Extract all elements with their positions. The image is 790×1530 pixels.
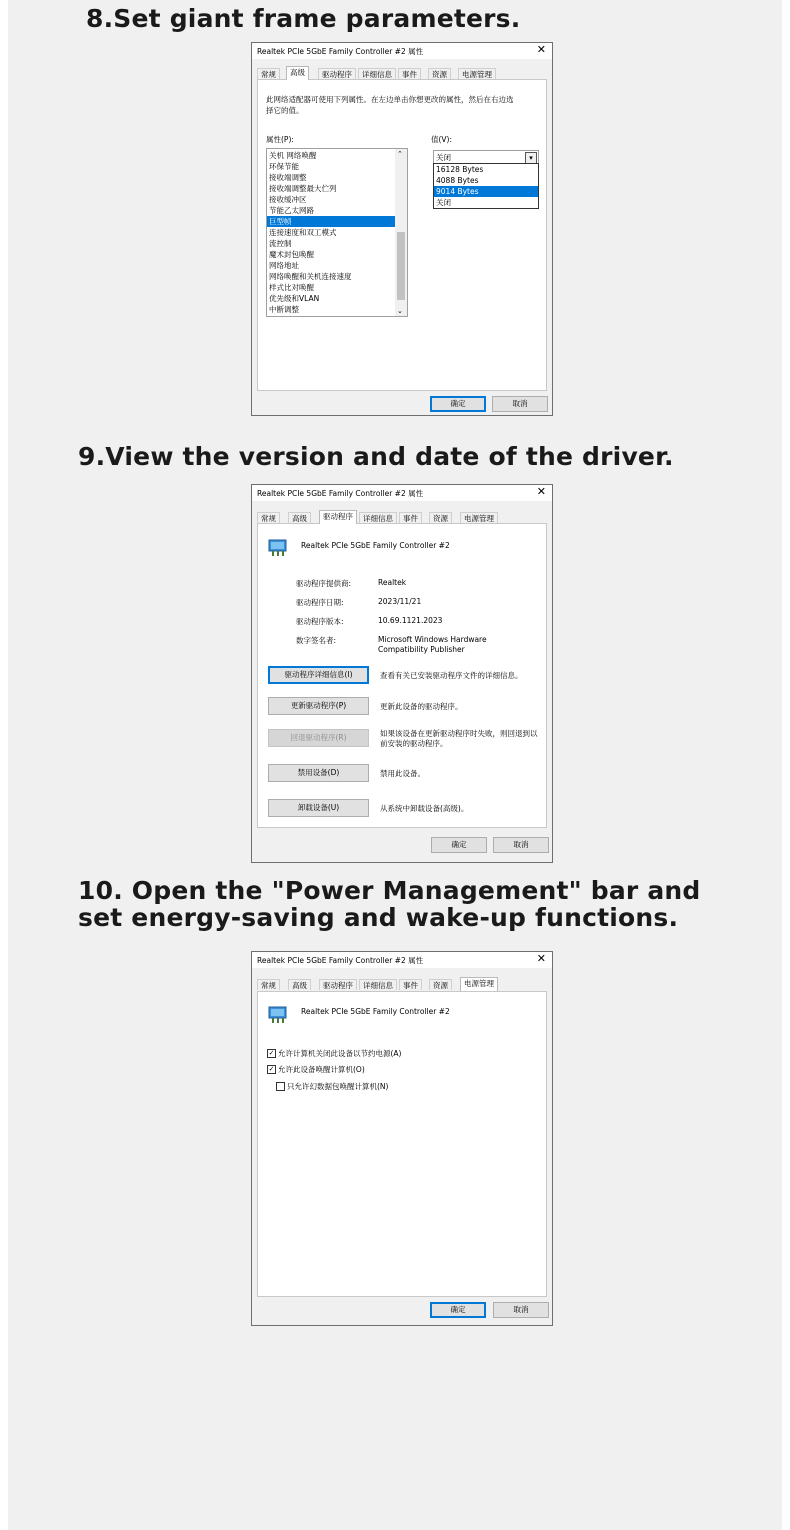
tab-general[interactable]: 常规 bbox=[257, 979, 280, 990]
date-value: 2023/11/21 bbox=[378, 597, 422, 606]
update-driver-button[interactable]: 更新驱动程序(P) bbox=[268, 697, 369, 715]
magic-packet-only-label: 只允许幻数据包唤醒计算机(N) bbox=[287, 1082, 389, 1091]
value-option[interactable]: 关闭 bbox=[436, 198, 451, 207]
step-10-heading: 10. Open the "Power Management" bar and set energy-saving and wake-up functions. bbox=[78, 876, 701, 932]
ok-button[interactable]: 确定 bbox=[430, 396, 486, 412]
property-item-selected[interactable]: 巨型帧 bbox=[267, 216, 395, 227]
dialog-title: Realtek PCIe 5GbE Family Controller #2 属性 bbox=[257, 489, 424, 498]
property-item[interactable]: 接收缓冲区 bbox=[269, 195, 307, 204]
checkmark-icon: ✓ bbox=[268, 1065, 275, 1073]
power-tab-page bbox=[257, 991, 547, 1297]
magic-packet-only-checkbox[interactable] bbox=[276, 1082, 285, 1091]
ok-button[interactable]: 确定 bbox=[431, 837, 487, 853]
signer-label: 数字签名者: bbox=[296, 636, 337, 645]
scroll-down-icon[interactable]: ⌄ bbox=[397, 307, 403, 315]
tab-resources[interactable]: 资源 bbox=[429, 512, 452, 523]
background-panel bbox=[8, 0, 782, 1530]
property-item[interactable]: 关机 网络唤醒 bbox=[269, 151, 317, 160]
property-item[interactable]: 连接速度和双工模式 bbox=[269, 228, 337, 237]
device-name: Realtek PCIe 5GbE Family Controller #2 bbox=[301, 541, 450, 550]
tab-power-management[interactable]: 电源管理 bbox=[458, 68, 496, 79]
value-option-highlighted[interactable]: 9014 Bytes bbox=[434, 186, 538, 197]
disable-device-button[interactable]: 禁用设备(D) bbox=[268, 764, 369, 782]
driver-tab-page bbox=[257, 523, 547, 828]
property-item[interactable]: 环保节能 bbox=[269, 162, 299, 171]
tab-driver[interactable]: 驱动程序 bbox=[319, 979, 357, 990]
tab-general[interactable]: 常规 bbox=[257, 68, 280, 79]
value-dropdown-selected: 关闭 bbox=[436, 153, 451, 162]
provider-label: 驱动程序提供商: bbox=[296, 579, 352, 588]
tab-driver[interactable]: 驱动程序 bbox=[318, 68, 356, 79]
tab-resources[interactable]: 资源 bbox=[428, 68, 451, 79]
list-scrollbar[interactable] bbox=[395, 149, 407, 316]
property-item[interactable]: 魔术封包唤醒 bbox=[269, 250, 314, 259]
signer-value: Microsoft Windows Hardware Compatibility Publisher bbox=[378, 635, 487, 654]
scrollbar-thumb[interactable] bbox=[397, 232, 405, 300]
property-item[interactable]: 网络地址 bbox=[269, 261, 299, 270]
allow-wake-checkbox[interactable] bbox=[267, 1065, 276, 1074]
tab-advanced[interactable]: 高级 bbox=[288, 979, 311, 990]
uninstall-device-button[interactable]: 卸载设备(U) bbox=[268, 799, 369, 817]
cancel-button[interactable]: 取消 bbox=[492, 396, 548, 412]
update-driver-desc: 更新此设备的驱动程序。 bbox=[380, 702, 463, 711]
step-9-heading: 9.View the version and date of the driver. bbox=[78, 442, 674, 471]
network-adapter-icon bbox=[267, 538, 289, 558]
value-option[interactable]: 16128 Bytes bbox=[436, 165, 484, 174]
tab-advanced[interactable]: 高级 bbox=[286, 66, 309, 80]
disable-device-desc: 禁用此设备。 bbox=[380, 769, 425, 778]
cancel-button[interactable]: 取消 bbox=[493, 837, 549, 853]
property-item[interactable]: 流控制 bbox=[269, 239, 292, 248]
driver-properties-dialog bbox=[251, 484, 553, 863]
provider-value: Realtek bbox=[378, 578, 407, 587]
driver-details-desc: 查看有关已安装驱动程序文件的详细信息。 bbox=[380, 671, 523, 680]
tab-resources[interactable]: 资源 bbox=[429, 979, 452, 990]
advanced-description: 此网络适配器可使用下列属性。在左边单击你想更改的属性，然后在右边选择它的值。 bbox=[266, 95, 514, 115]
property-label: 属性(P): bbox=[266, 135, 294, 144]
version-value: 10.69.1121.2023 bbox=[378, 616, 443, 625]
property-item[interactable]: 接收端调整最大伫列 bbox=[269, 184, 337, 193]
advanced-properties-dialog bbox=[251, 42, 553, 416]
uninstall-device-desc: 从系统中卸载设备(高级)。 bbox=[380, 804, 469, 813]
tab-details[interactable]: 详细信息 bbox=[359, 979, 397, 990]
close-icon[interactable]: ✕ bbox=[536, 952, 546, 965]
tab-events[interactable]: 事件 bbox=[398, 68, 421, 79]
property-item[interactable]: 节能乙太网路 bbox=[269, 206, 314, 215]
chevron-down-icon[interactable]: ▾ bbox=[525, 152, 537, 164]
checkmark-icon: ✓ bbox=[268, 1049, 275, 1057]
network-adapter-icon bbox=[267, 1005, 289, 1025]
property-item[interactable]: 样式比对唤醒 bbox=[269, 283, 314, 292]
allow-power-off-checkbox[interactable] bbox=[267, 1049, 276, 1058]
power-management-dialog bbox=[251, 951, 553, 1326]
allow-power-off-label: 允许计算机关闭此设备以节约电源(A) bbox=[278, 1049, 402, 1058]
property-item[interactable]: 网络唤醒和关机连接速度 bbox=[269, 272, 352, 281]
tab-details[interactable]: 详细信息 bbox=[359, 512, 397, 523]
property-list[interactable] bbox=[266, 148, 408, 317]
close-icon[interactable]: ✕ bbox=[536, 485, 546, 498]
tab-driver[interactable]: 驱动程序 bbox=[319, 510, 357, 524]
advanced-tab-page bbox=[257, 79, 547, 391]
tab-events[interactable]: 事件 bbox=[399, 979, 422, 990]
value-option[interactable]: 4088 Bytes bbox=[436, 176, 479, 185]
ok-button[interactable]: 确定 bbox=[430, 1302, 486, 1318]
tab-power-management[interactable]: 电源管理 bbox=[460, 512, 498, 523]
title-bar bbox=[252, 485, 552, 501]
property-item[interactable]: 优先级和VLAN bbox=[269, 294, 320, 303]
allow-wake-label: 允许此设备唤醒计算机(O) bbox=[278, 1065, 365, 1074]
title-bar bbox=[252, 43, 552, 59]
tab-advanced[interactable]: 高级 bbox=[288, 512, 311, 523]
tab-power-management[interactable]: 电源管理 bbox=[460, 977, 498, 991]
version-label: 驱动程序版本: bbox=[296, 617, 344, 626]
step-8-heading: 8.Set giant frame parameters. bbox=[86, 4, 521, 33]
tab-events[interactable]: 事件 bbox=[399, 512, 422, 523]
dialog-title: Realtek PCIe 5GbE Family Controller #2 属性 bbox=[257, 47, 424, 56]
title-bar bbox=[252, 952, 552, 968]
value-label: 值(V): bbox=[431, 135, 453, 144]
rollback-driver-button[interactable]: 回退驱动程序(R) bbox=[268, 729, 369, 747]
value-options-list[interactable] bbox=[433, 163, 539, 209]
property-item[interactable]: 接收端调整 bbox=[269, 173, 307, 182]
device-name: Realtek PCIe 5GbE Family Controller #2 bbox=[301, 1007, 450, 1016]
scroll-up-icon[interactable]: ⌃ bbox=[397, 150, 403, 158]
tab-general[interactable]: 常规 bbox=[257, 512, 280, 523]
dialog-title: Realtek PCIe 5GbE Family Controller #2 属性 bbox=[257, 956, 424, 965]
tab-details[interactable]: 详细信息 bbox=[358, 68, 396, 79]
close-icon[interactable]: ✕ bbox=[536, 43, 546, 56]
value-dropdown[interactable] bbox=[433, 150, 539, 164]
property-item[interactable]: 中断调整 bbox=[269, 305, 299, 314]
cancel-button[interactable]: 取消 bbox=[493, 1302, 549, 1318]
date-label: 驱动程序日期: bbox=[296, 598, 344, 607]
driver-details-button[interactable]: 驱动程序详细信息(I) bbox=[268, 666, 369, 684]
rollback-driver-desc: 如果该设备在更新驱动程序时失败，则回退到以前安装的驱动程序。 bbox=[380, 729, 538, 748]
